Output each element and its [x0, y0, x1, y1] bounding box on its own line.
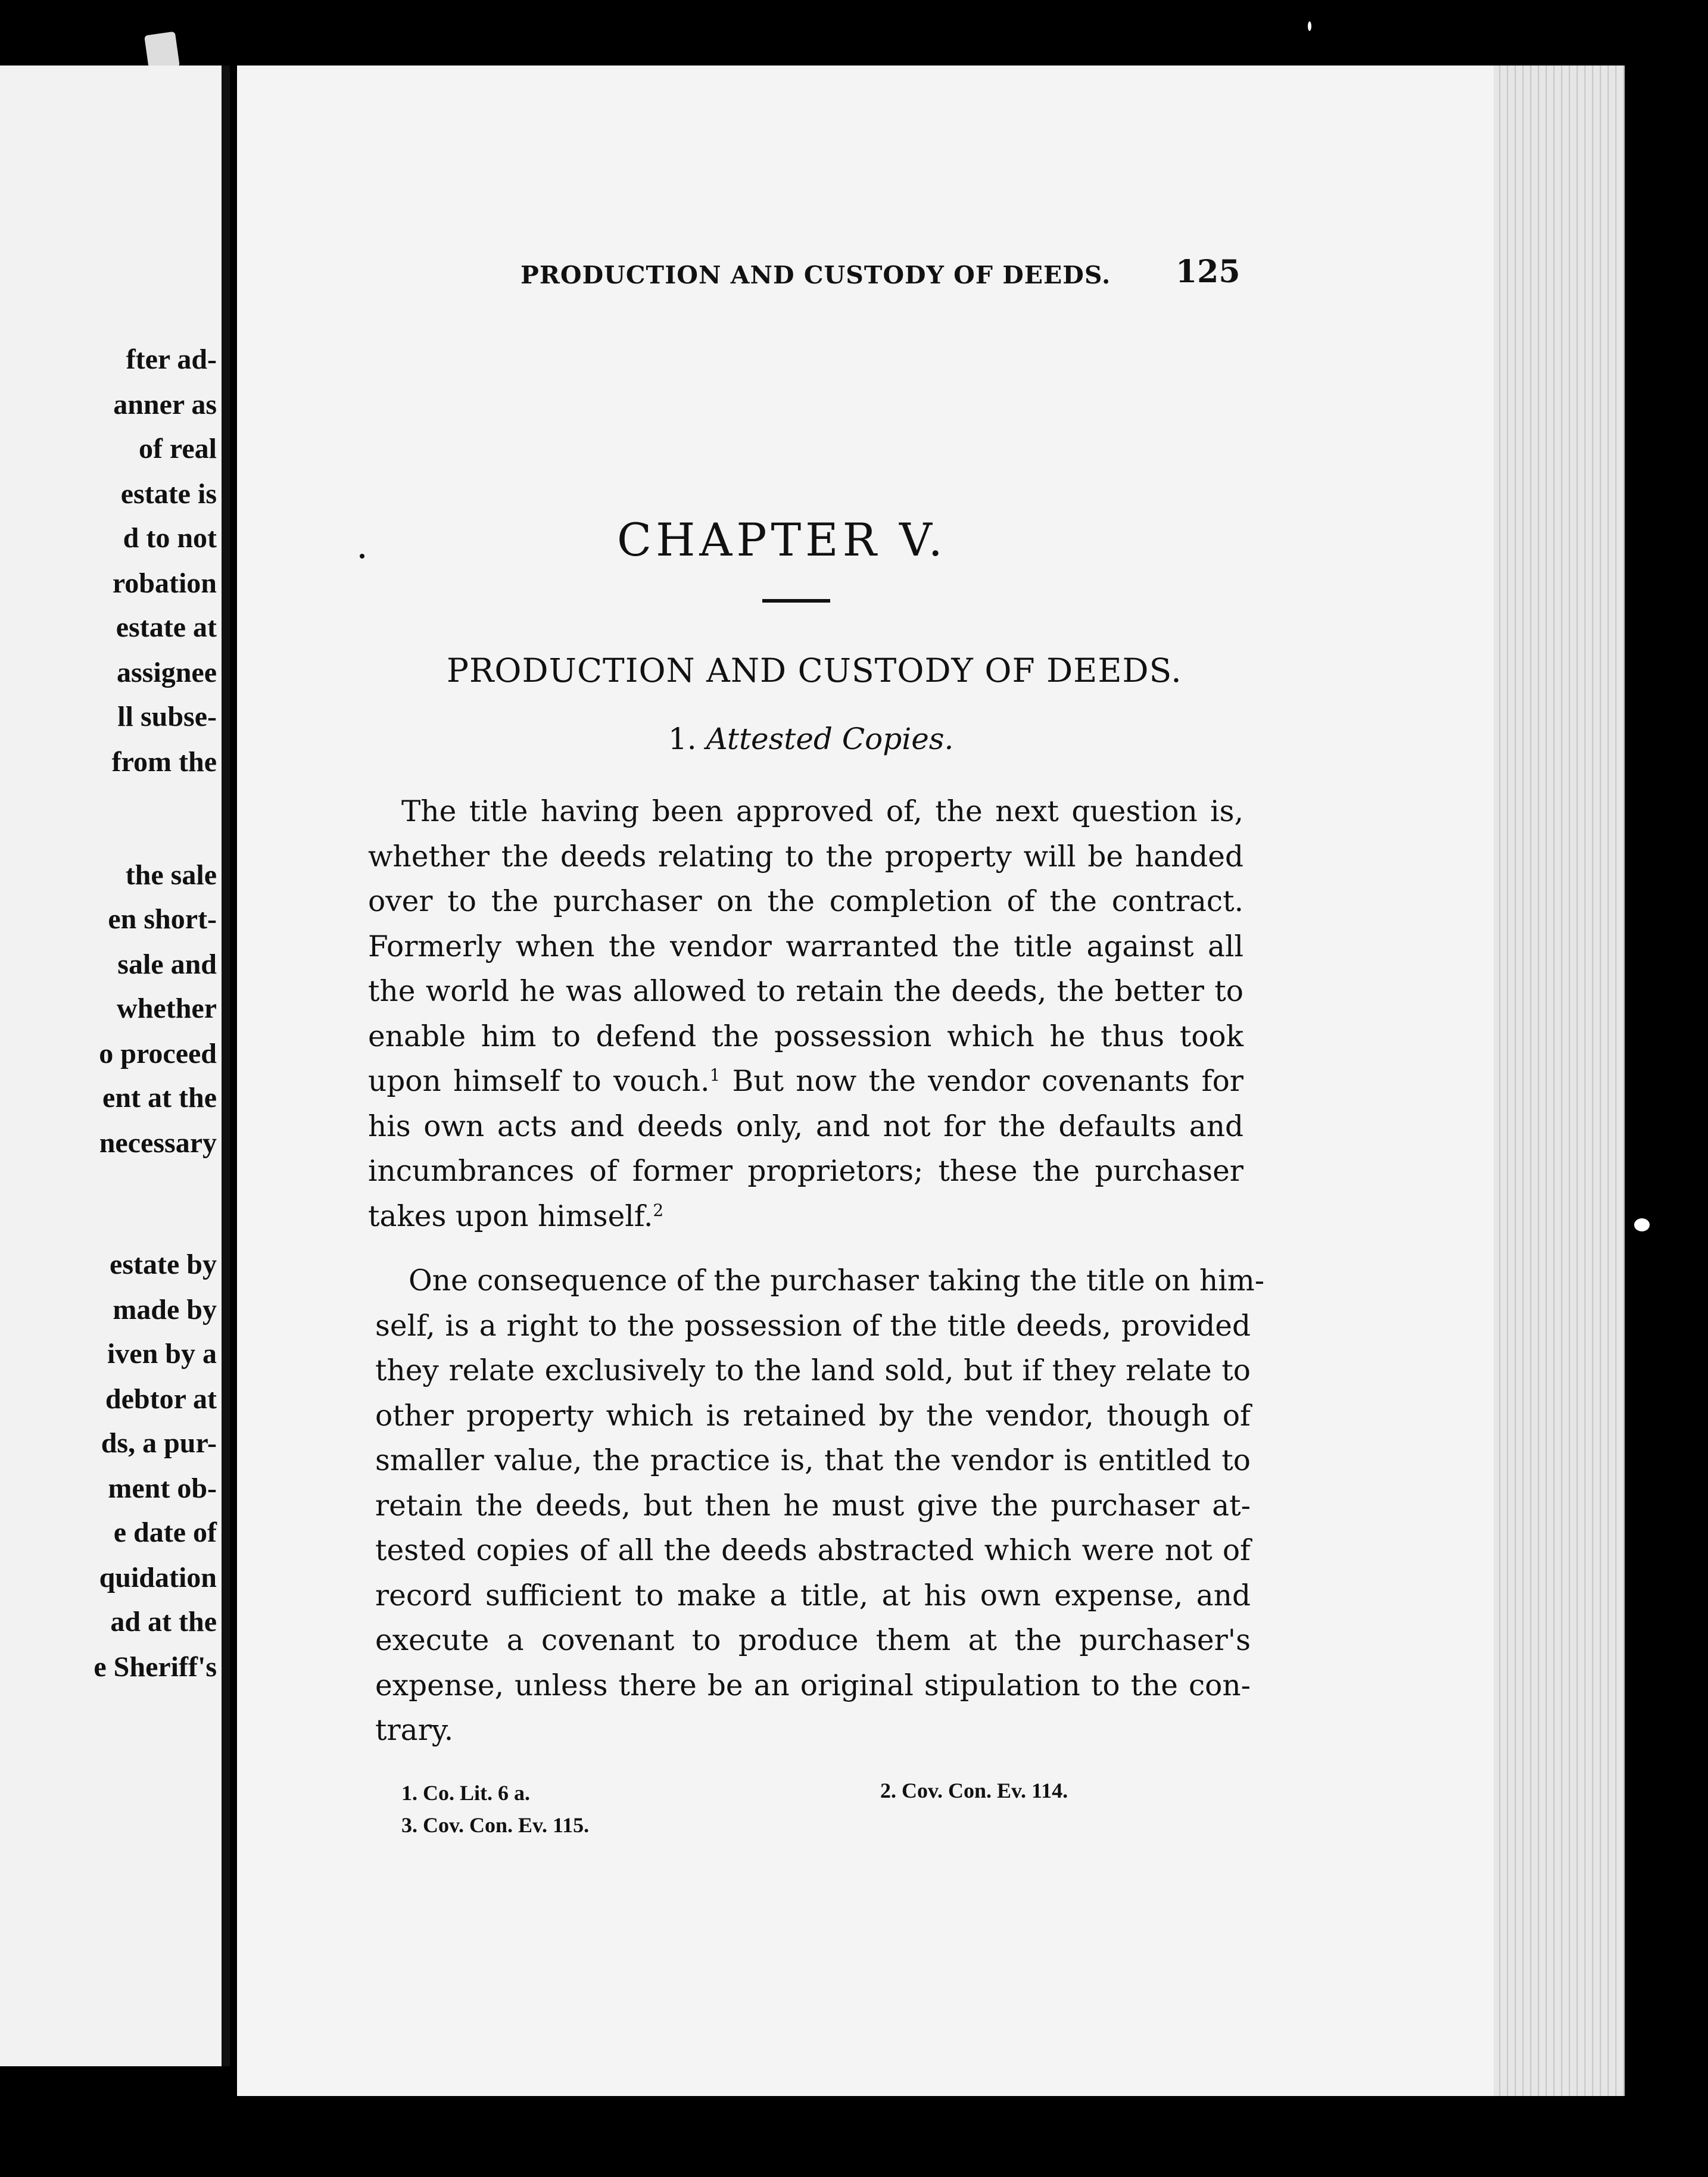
paragraph-line: tested copies of all the deeds abstracted which were not of — [375, 1534, 1251, 1567]
page-content — [237, 66, 1494, 2096]
paragraph — [375, 1259, 1265, 1754]
left-page-line: whether — [117, 993, 217, 1024]
left-page-line: ll subse- — [117, 701, 217, 732]
footnote: 2. Cov. Con. Ev. 114. — [880, 1779, 1068, 1802]
paragraph-line: expense, unless there be an original stipulation to the con- — [375, 1668, 1251, 1702]
chapter-title: CHAPTER V. — [617, 513, 947, 566]
paragraph-text: upon himself to vouch. — [368, 1065, 710, 1098]
paragraph — [368, 790, 1243, 1239]
paragraph-line: they relate exclusively to the land sold, but if they relate to — [375, 1354, 1251, 1387]
left-page-line: the sale — [125, 859, 217, 891]
footnote-marker: 1 — [709, 1065, 721, 1085]
left-page-line: assignee — [117, 657, 217, 688]
left-page-line: sale and — [117, 949, 217, 980]
paragraph-line: the world he was allowed to retain the deeds, the better to — [368, 975, 1243, 1008]
paragraph-line: execute a covenant to produce them at the purchaser's — [375, 1624, 1251, 1657]
subsection-heading — [668, 722, 953, 756]
paragraph-line: incumbrances of former proprietors; these the purchaser — [368, 1155, 1243, 1188]
paragraph-line: enable him to defend the possession which he thus took — [368, 1019, 1243, 1053]
left-page-line: e date of — [113, 1517, 217, 1548]
left-page — [0, 66, 230, 2066]
left-page-line: of real — [138, 433, 217, 464]
page-edge-stack — [1494, 66, 1625, 2096]
subsection-number: 1. — [668, 722, 697, 756]
paragraph-text: But now the vendor covenants for — [720, 1065, 1243, 1098]
page-number: 125 — [1176, 254, 1241, 290]
right-page — [237, 66, 1625, 2096]
left-page-line: en short- — [108, 903, 217, 935]
left-page-line: anner as — [113, 389, 217, 420]
paragraph-line: trary. — [375, 1714, 454, 1747]
left-page-line: estate by — [110, 1249, 217, 1280]
left-page-line: e Sheriff's — [93, 1651, 217, 1683]
paragraph-line: over to the purchaser on the completion of the contract. — [368, 885, 1243, 918]
paragraph-line: whether the deeds relating to the property will be handed — [368, 840, 1243, 874]
left-page-line: o proceed — [99, 1038, 217, 1069]
section-title: PRODUCTION AND CUSTODY OF DEEDS. — [447, 651, 1182, 690]
running-head: PRODUCTION AND CUSTODY OF DEEDS. — [520, 261, 1111, 289]
paragraph-line: One consequence of the purchaser taking the title on him- — [409, 1264, 1265, 1298]
footnote-marker: 2 — [653, 1200, 664, 1220]
paragraph-line: record sufficient to make a title, at his own expense, and — [375, 1579, 1251, 1613]
paragraph-line: other property which is retained by the vendor, though of — [375, 1399, 1251, 1433]
ink-speck — [360, 554, 364, 559]
paragraph-line: Formerly when the vendor warranted the title against all — [368, 930, 1243, 963]
chapter-rule — [762, 599, 830, 603]
paragraph-text: takes upon himself. — [368, 1199, 653, 1233]
scan-speck — [1634, 1218, 1650, 1231]
scan-speck — [1308, 21, 1311, 31]
left-page-line: quidation — [99, 1562, 217, 1593]
left-page-line: from the — [111, 746, 217, 778]
paragraph-line: retain the deeds, but then he must give the purchaser at- — [375, 1489, 1251, 1523]
left-page-line: ds, a pur- — [101, 1427, 217, 1459]
left-page-line: ad at the — [110, 1606, 217, 1638]
footnote: 1. Co. Lit. 6 a. — [401, 1781, 530, 1805]
paragraph-line: self, is a right to the possession of the title deeds, provided — [375, 1309, 1251, 1343]
left-page-line: d to not — [123, 522, 217, 554]
left-page-line: ent at the — [102, 1082, 217, 1114]
paragraph-line: The title having been approved of, the next question is, — [401, 795, 1243, 828]
left-page-line: necessary — [99, 1127, 217, 1159]
paragraph-line: his own acts and deeds only, and not for the defaults and — [368, 1109, 1243, 1143]
left-page-line: estate at — [116, 612, 217, 643]
left-page-line: robation — [112, 567, 217, 599]
left-page-line: ment ob- — [108, 1473, 217, 1504]
left-page-line: made by — [113, 1294, 217, 1325]
footnote: 3. Cov. Con. Ev. 115. — [401, 1813, 590, 1837]
subsection-title: Attested Copies. — [706, 722, 954, 756]
paragraph-line — [368, 1194, 1243, 1240]
paragraph-line — [368, 1059, 1243, 1105]
left-page-line: debtor at — [105, 1383, 217, 1415]
left-page-line: estate is — [120, 478, 217, 510]
left-page-line: fter ad- — [126, 344, 217, 375]
left-page-line: iven by a — [107, 1338, 217, 1370]
paragraph-line: smaller value, the practice is, that the vendor is entitled to — [375, 1444, 1251, 1477]
